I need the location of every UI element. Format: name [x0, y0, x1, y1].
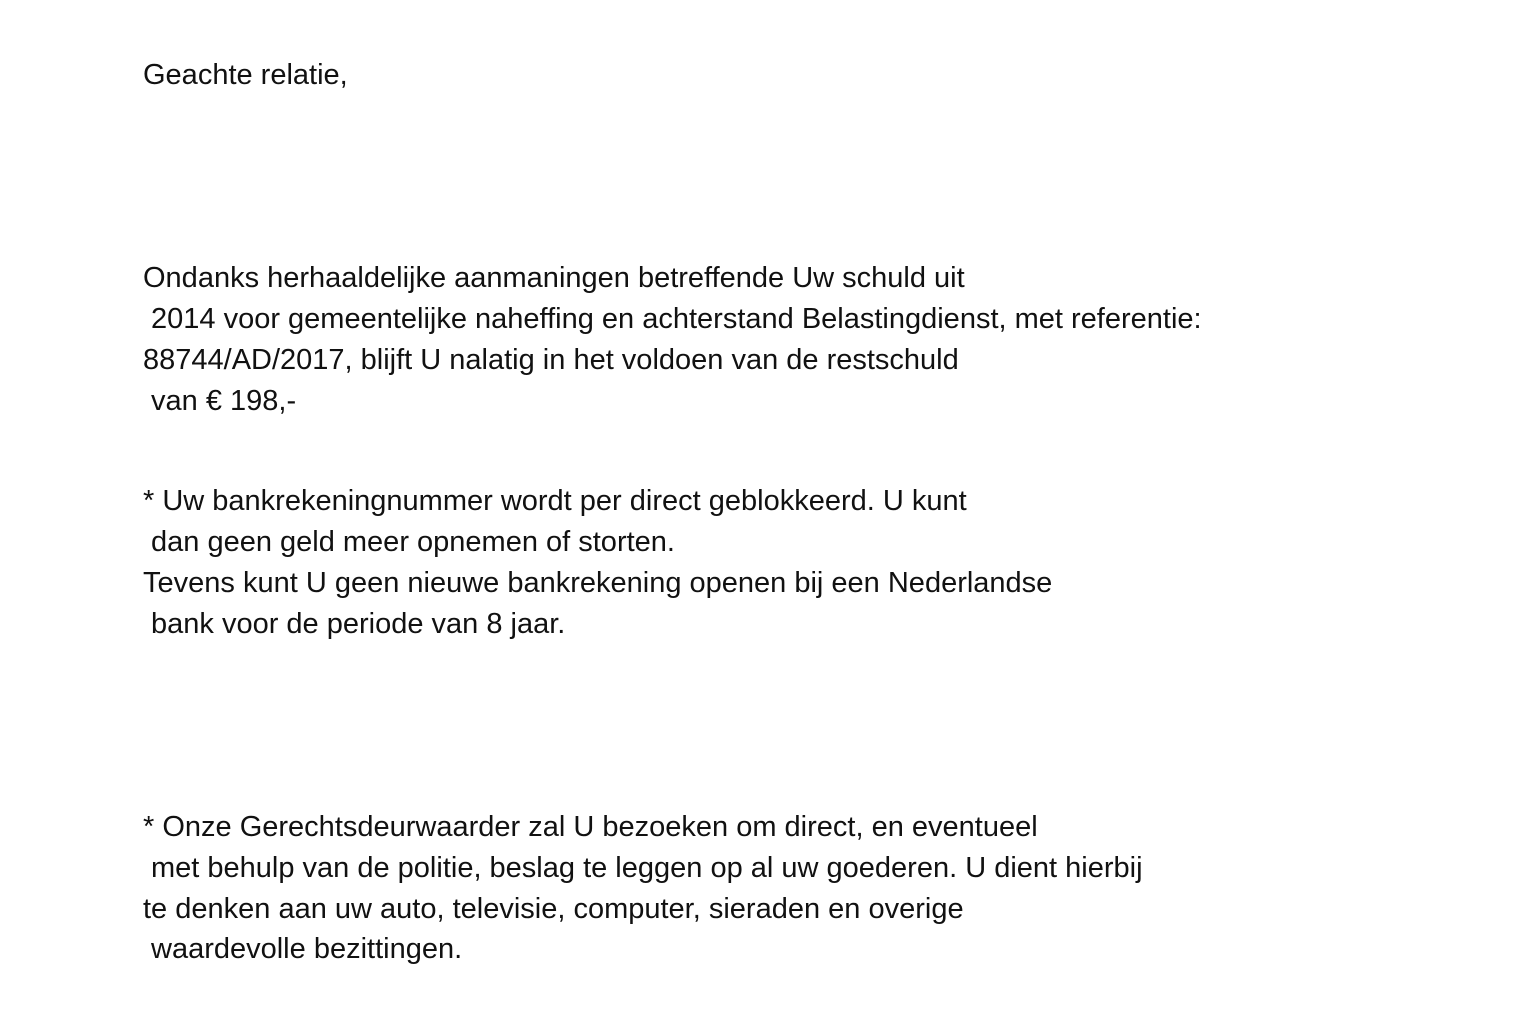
paragraph-line: 88744/AD/2017, blijft U nalatig in het voldoen van de restschuld: [143, 344, 959, 376]
paragraph-line: bank voor de periode van 8 jaar.: [151, 608, 566, 640]
paragraph-line: 2014 voor gemeentelijke naheffing en achterstand Belastingdienst, met referentie:: [151, 303, 1202, 335]
paragraph-line: Ondanks herhaaldelijke aanmaningen betreffende Uw schuld uit: [143, 262, 965, 294]
paragraph-line: waardevolle bezittingen.: [151, 933, 463, 965]
paragraph-line: * Onze Gerechtsdeurwaarder zal U bezoeken om direct, en eventueel: [143, 811, 1038, 843]
paragraph-line: van € 198,-: [151, 385, 297, 417]
paragraph-line: * Uw bankrekeningnummer wordt per direct geblokkeerd. U kunt: [143, 485, 967, 517]
paragraph-line: met behulp van de politie, beslag te leggen op al uw goederen. U dient hierbij: [151, 852, 1143, 884]
salutation: Geachte relatie,: [143, 59, 348, 91]
paragraph-line: te denken aan uw auto, televisie, computer, sieraden en overige: [143, 893, 964, 925]
paragraph-line: Tevens kunt U geen nieuwe bankrekening openen bij een Nederlandse: [143, 567, 1053, 599]
paragraph-line: dan geen geld meer opnemen of storten.: [151, 526, 675, 558]
